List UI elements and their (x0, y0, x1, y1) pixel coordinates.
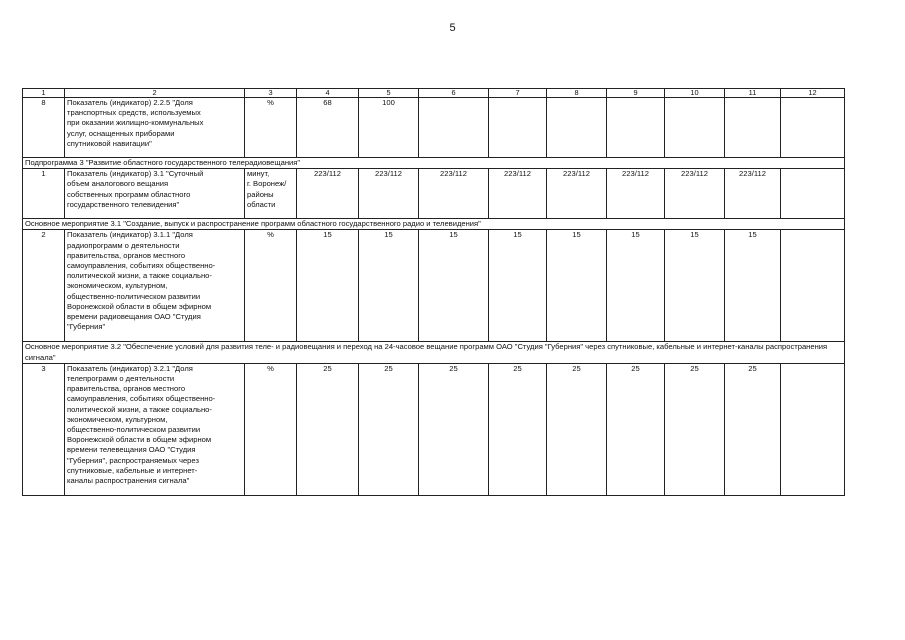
header-cell: 8 (547, 89, 607, 98)
measure-heading: Основное мероприятие 3.1 "Создание, выпуск и распространение программ областного государственного радио и телевидения" (23, 219, 845, 230)
value-cell: 15 (359, 230, 419, 342)
header-cell: 9 (607, 89, 665, 98)
value-cell (781, 363, 845, 495)
value-cell: 223/112 (547, 169, 607, 219)
value-cell (547, 98, 607, 158)
value-cell: 223/112 (665, 169, 725, 219)
indicator-text: Показатель (индикатор) 2.2.5 "Доля транспортных средств, используемых при оказании жилищно-коммунальных услуг, оснащенных приборами спутниковой навигации" (65, 98, 245, 158)
value-cell: 25 (725, 363, 781, 495)
header-cell: 7 (489, 89, 547, 98)
value-cell: 223/112 (419, 169, 489, 219)
header-cell: 4 (297, 89, 359, 98)
section-row (23, 158, 845, 169)
header-row (23, 89, 845, 98)
unit-cell: минут, г. Воронеж/ районы области (245, 169, 297, 219)
value-cell: 15 (665, 230, 725, 342)
value-cell: 15 (725, 230, 781, 342)
value-cell: 25 (547, 363, 607, 495)
value-cell: 223/112 (297, 169, 359, 219)
value-cell: 25 (489, 363, 547, 495)
value-cell: 223/112 (489, 169, 547, 219)
table-row (23, 169, 845, 219)
value-cell (489, 98, 547, 158)
value-cell: 15 (419, 230, 489, 342)
value-cell: 223/112 (607, 169, 665, 219)
value-cell: 100 (359, 98, 419, 158)
value-cell: 223/112 (725, 169, 781, 219)
unit-cell: % (245, 98, 297, 158)
value-cell: 25 (359, 363, 419, 495)
row-number: 2 (23, 230, 65, 342)
header-cell: 10 (665, 89, 725, 98)
row-number: 1 (23, 169, 65, 219)
header-cell: 6 (419, 89, 489, 98)
value-cell: 25 (607, 363, 665, 495)
indicators-table (22, 88, 845, 496)
value-cell: 15 (547, 230, 607, 342)
header-cell: 2 (65, 89, 245, 98)
header-cell: 12 (781, 89, 845, 98)
value-cell: 25 (297, 363, 359, 495)
value-cell (419, 98, 489, 158)
unit-cell: % (245, 363, 297, 495)
subprogram-heading: Подпрограмма 3 "Развитие областного государственного телерадиовещания" (23, 158, 845, 169)
value-cell (781, 98, 845, 158)
row-number: 3 (23, 363, 65, 495)
table-row (23, 363, 845, 495)
table-row (23, 98, 845, 158)
header-cell: 3 (245, 89, 297, 98)
value-cell: 15 (607, 230, 665, 342)
indicator-text: Показатель (индикатор) 3.2.1 "Доля телепрограмм о деятельности правительства, органов местного самоуправления, событиях общественно- политической жизни, а также социально- экономическом, культурном, общественно-политическом развитии Воронежской области в общем эфирном времени телевещания ОАО "Студия "Губерния", распространяемых через спутниковые, кабельные и интернет- каналы распространения сигнала" (65, 363, 245, 495)
value-cell (607, 98, 665, 158)
value-cell (665, 98, 725, 158)
unit-cell: % (245, 230, 297, 342)
value-cell (725, 98, 781, 158)
measure-heading: Основное мероприятие 3.2 "Обеспечение условий для развития теле- и радиовещания и переход на 24-часовое вещание программ ОАО "Студия "Губерния" через спутниковые, кабельные и интернет-каналы распространения сигнала" (23, 342, 845, 363)
header-cell: 11 (725, 89, 781, 98)
value-cell: 223/112 (359, 169, 419, 219)
value-cell: 15 (297, 230, 359, 342)
value-cell: 15 (489, 230, 547, 342)
row-number: 8 (23, 98, 65, 158)
header-cell: 1 (23, 89, 65, 98)
value-cell: 68 (297, 98, 359, 158)
table-row (23, 230, 845, 342)
section-row (23, 219, 845, 230)
section-row (23, 342, 845, 363)
page-number: 5 (449, 22, 456, 34)
header-cell: 5 (359, 89, 419, 98)
value-cell: 25 (419, 363, 489, 495)
value-cell (781, 169, 845, 219)
value-cell: 25 (665, 363, 725, 495)
indicator-text: Показатель (индикатор) 3.1 "Суточный объем аналогового вещания собственных программ областного государственного телевидения" (65, 169, 245, 219)
value-cell (781, 230, 845, 342)
indicator-text: Показатель (индикатор) 3.1.1 "Доля радиопрограмм о деятельности правительства, органов местного самоуправления, событиях общественно- политической жизни, а также социально- экономическом, культурном, общественно-политическом развитии Воронежской области в общем эфирном времени радиовещания ОАО "Студия "Губерния" (65, 230, 245, 342)
